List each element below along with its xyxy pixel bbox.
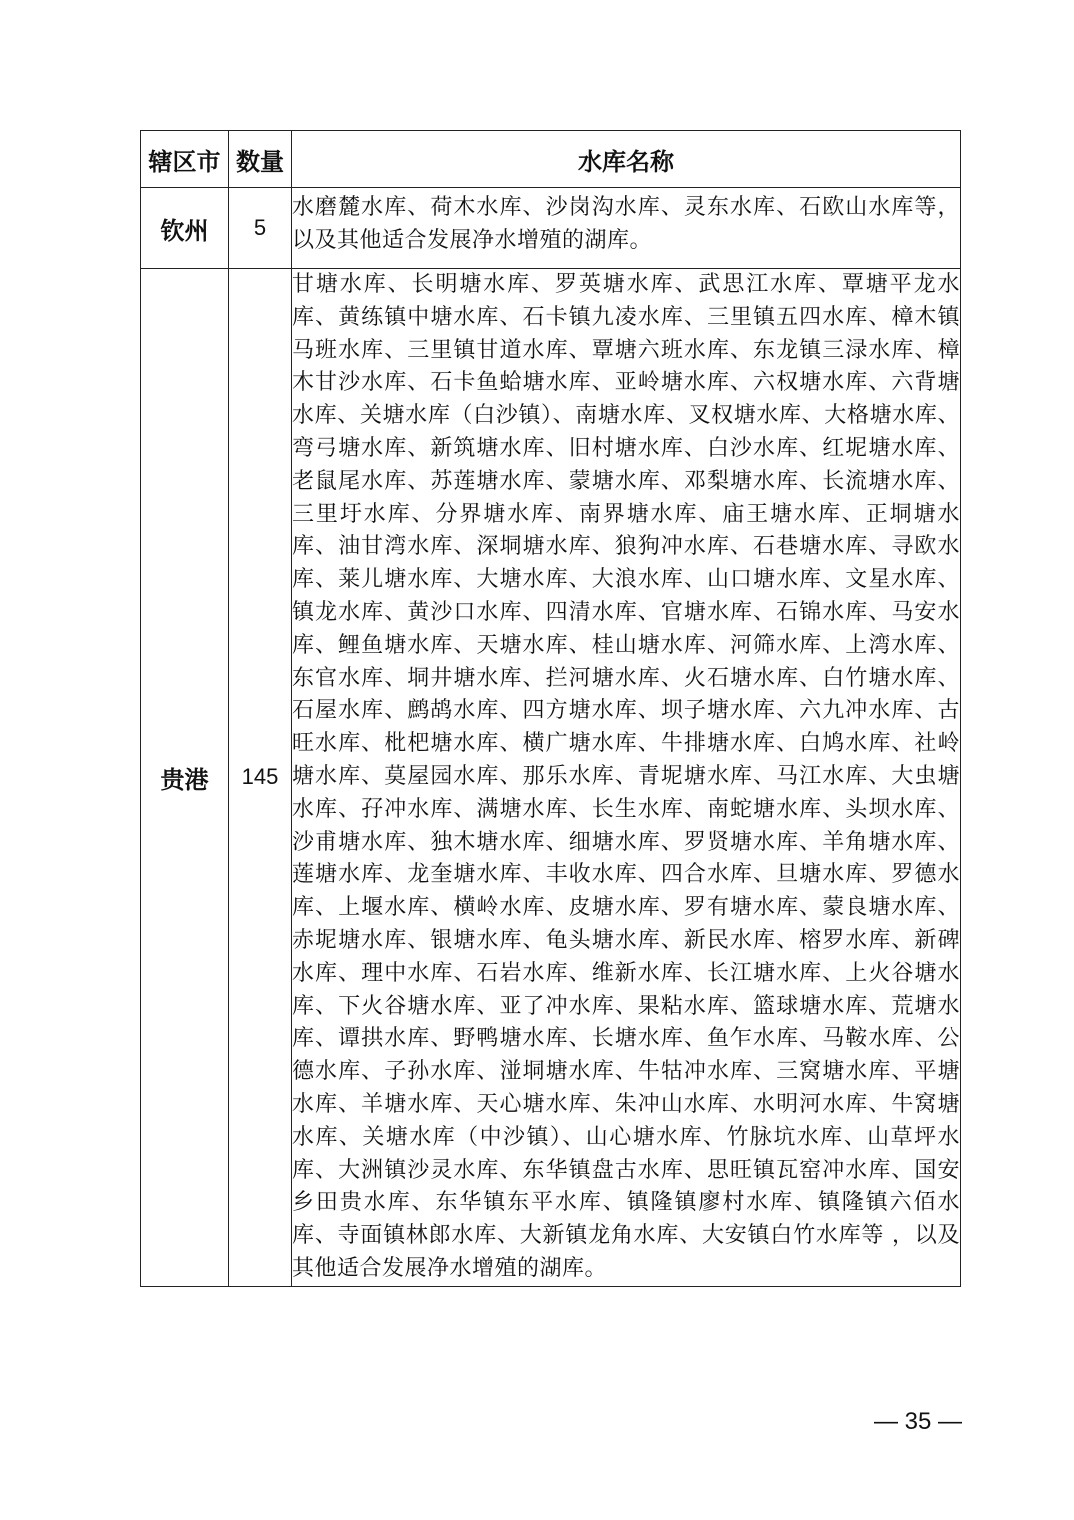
count-cell: 145: [229, 269, 292, 1287]
reservoir-names-cell: 甘塘水库、长明塘水库、罗英塘水库、武思江水库、覃塘平龙水库、黄练镇中塘水库、石卡镇九凌水库、三里镇五四水库、樟木镇马班水库、三里镇甘道水库、覃塘六班水库、东龙镇三渌水库、樟木甘沙水库、石卡鱼蛤塘水库、亚岭塘水库、六权塘水库、六背塘水库、关塘水库（白沙镇）、南塘水库、叉权塘水库、大格塘水库、弯弓塘水库、新筑塘水库、旧村塘水库、白沙水库、红坭塘水库、老鼠尾水库、苏莲塘水库、蒙塘水库、邓梨塘水库、长流塘水库、三里圩水库、分界塘水库、南界塘水库、庙王塘水库、正垌塘水库、油甘湾水库、深垌塘水库、狼狗冲水库、石巷塘水库、寻欧水库、莱儿塘水库、大塘水库、大浪水库、山口塘水库、文星水库、镇龙水库、黄沙口水库、四清水库、官塘水库、石锦水库、马安水库、鲤鱼塘水库、天塘水库、桂山塘水库、河筛水库、上湾水库、东官水库、垌井塘水库、拦河塘水库、火石塘水库、白竹塘水库、石屋水库、鹧鸪水库、四方塘水库、坝子塘水库、六九冲水库、古旺水库、枇杷塘水库、横广塘水库、牛排塘水库、白鸠水库、社岭塘水库、莫屋园水库、那乐水库、青坭塘水库、马江水库、大虫塘水库、孖冲水库、满塘水库、长生水库、南蛇塘水库、头坝水库、沙甫塘水库、独木塘水库、细塘水库、罗贤塘水库、羊角塘水库、莲塘水库、龙奎塘水库、丰收水库、四合水库、旦塘水库、罗德水库、上堰水库、横岭水库、皮塘水库、罗有塘水库、蒙良塘水库、赤坭塘水库、银塘水库、龟头塘水库、新民水库、榕罗水库、新碑水库、理中水库、石岩水库、维新水库、长江塘水库、上火谷塘水库、下火谷塘水库、亚了冲水库、果粘水库、篮球塘水库、荒塘水库、谭拱水库、野鸭塘水库、长塘水库、鱼乍水库、马鞍水库、公德水库、子孙水库、湴垌塘水库、牛牯冲水库、三窝塘水库、平塘水库、羊塘水库、天心塘水库、朱冲山水库、水明河水库、牛窝塘水库、关塘水库（中沙镇）、山心塘水库、竹脉坑水库、山草坪水库、大洲镇沙灵水库、东华镇盘古水库、思旺镇瓦窑冲水库、国安乡田贵水库、东华镇东平水库、镇隆镇廖村水库、镇隆镇六佰水库、寺面镇林郎水库、大新镇龙角水库、大安镇白竹水库等 ，以及其他适合发展净水增殖的湖库。: [292, 269, 961, 1287]
table-header-row: [141, 131, 961, 188]
count-cell: 5: [229, 188, 292, 269]
page-number: — 35 —: [873, 1408, 962, 1435]
table-row: [141, 269, 961, 1287]
table-row: [141, 188, 961, 269]
header-count: 数量: [229, 131, 292, 188]
reservoir-table: [140, 130, 961, 1287]
header-region: 辖区市: [141, 131, 229, 188]
region-cell: 钦州: [141, 188, 229, 269]
reservoir-names-cell: 水磨麓水库、荷木水库、沙岗沟水库、灵东水库、石欧山水库等，以及其他适合发展净水增殖的湖库。: [292, 188, 961, 269]
region-cell: 贵港: [141, 269, 229, 1287]
header-names: 水库名称: [292, 131, 961, 188]
